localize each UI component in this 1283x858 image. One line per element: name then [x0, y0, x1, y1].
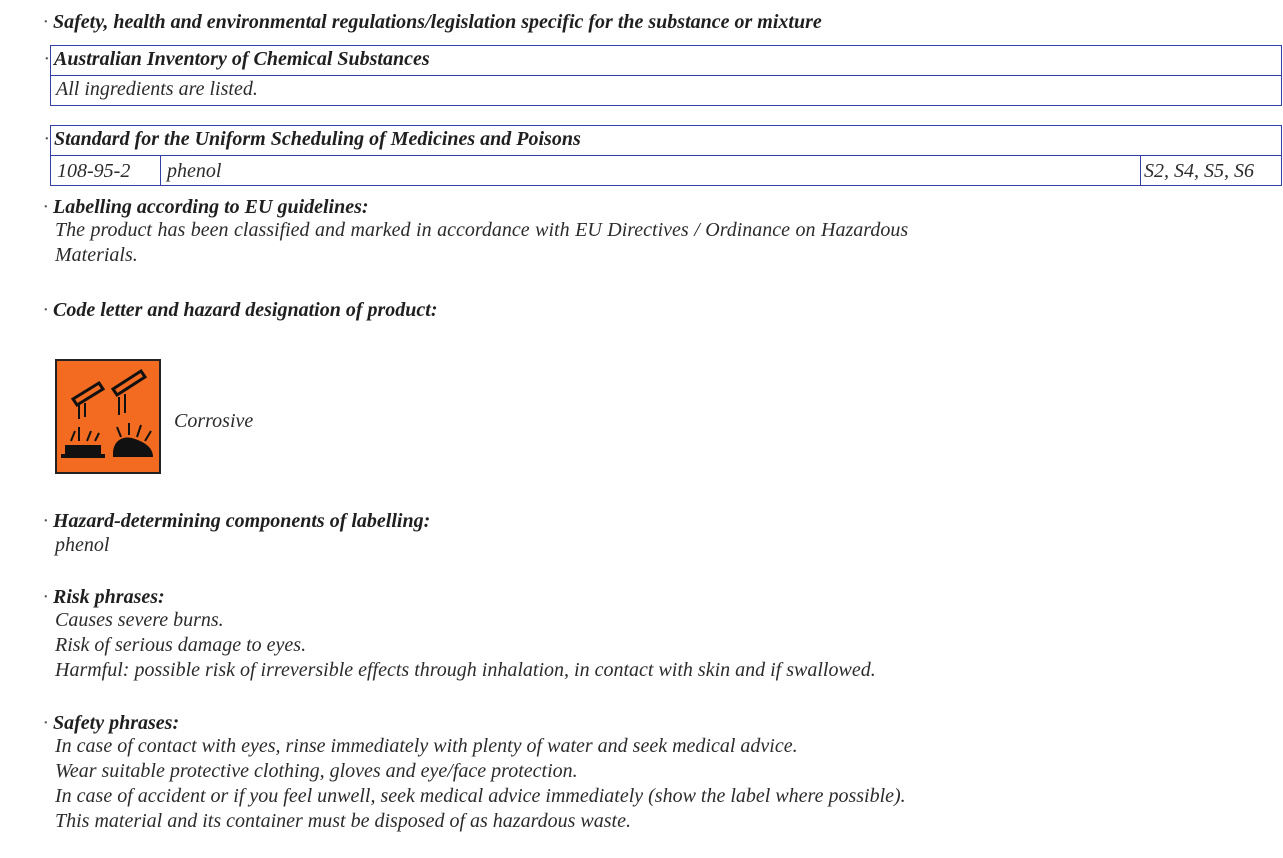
labelling-title: Labelling according to EU guidelines:: [53, 196, 369, 218]
bullet: ·: [44, 48, 49, 70]
corrosive-pictogram-icon: [55, 359, 161, 474]
safety-phrases-heading: [43, 712, 179, 735]
section-title: Safety, health and environmental regulations/legislation specific for the substance or mixture: [53, 11, 822, 33]
labelling-text-line1: The product has been classified and marked in accordance with EU Directives / Ordinance on Hazardous: [55, 219, 909, 241]
list-item: In case of accident or if you feel unwell, seek medical advice immediately (show the label where possible).: [55, 785, 906, 807]
bullet: ·: [43, 586, 48, 608]
table-row: [50, 155, 1282, 186]
bullet: ·: [43, 712, 48, 734]
risk-phrases-heading: [43, 586, 165, 609]
labelling-heading: [43, 196, 369, 219]
hazard-components-heading: [43, 510, 430, 533]
list-item: Risk of serious damage to eyes.: [55, 634, 307, 656]
labelling-text-line2: Materials.: [55, 244, 138, 266]
section-header: [43, 11, 822, 34]
bullet: ·: [43, 299, 48, 321]
aics-note: All ingredients are listed.: [56, 78, 258, 100]
list-item: Wear suitable protective clothing, gloves and eye/face protection.: [55, 760, 578, 782]
list-item: Harmful: possible risk of irreversible effects through inhalation, in contact with skin and if swallowed.: [55, 659, 876, 681]
bullet: ·: [43, 510, 48, 532]
list-item: This material and its container must be disposed of as hazardous waste.: [55, 810, 631, 832]
hazard-designation: Corrosive: [174, 410, 254, 432]
aics-title-text: Australian Inventory of Chemical Substances: [54, 48, 430, 70]
list-item: Causes severe burns.: [55, 609, 224, 631]
bullet: ·: [43, 11, 48, 33]
aics-title-box: [44, 45, 1282, 76]
list-item: In case of contact with eyes, rinse immediately with plenty of water and seek medical advice.: [55, 735, 798, 757]
bullet: ·: [44, 128, 49, 150]
code-letter-title: Code letter and hazard designation of product:: [53, 299, 438, 321]
risk-phrases-title: Risk phrases:: [53, 586, 165, 608]
sus-title-text: Standard for the Uniform Scheduling of Medicines and Poisons: [54, 128, 581, 150]
hazard-components-value: phenol: [55, 534, 110, 556]
schedule-cell: S2, S4, S5, S6: [1144, 160, 1254, 182]
code-letter-heading: [43, 299, 437, 322]
sus-title-box: [44, 125, 1282, 156]
substance-cell: phenol: [167, 160, 222, 182]
bullet: ·: [43, 196, 48, 218]
aics-note-box: [50, 75, 1282, 106]
hazard-components-title: Hazard-determining components of labelling:: [53, 510, 431, 532]
aics-title: [44, 48, 430, 71]
sus-title: [44, 128, 581, 151]
safety-phrases-title: Safety phrases:: [53, 712, 180, 734]
cas-cell: 108-95-2: [57, 160, 131, 182]
